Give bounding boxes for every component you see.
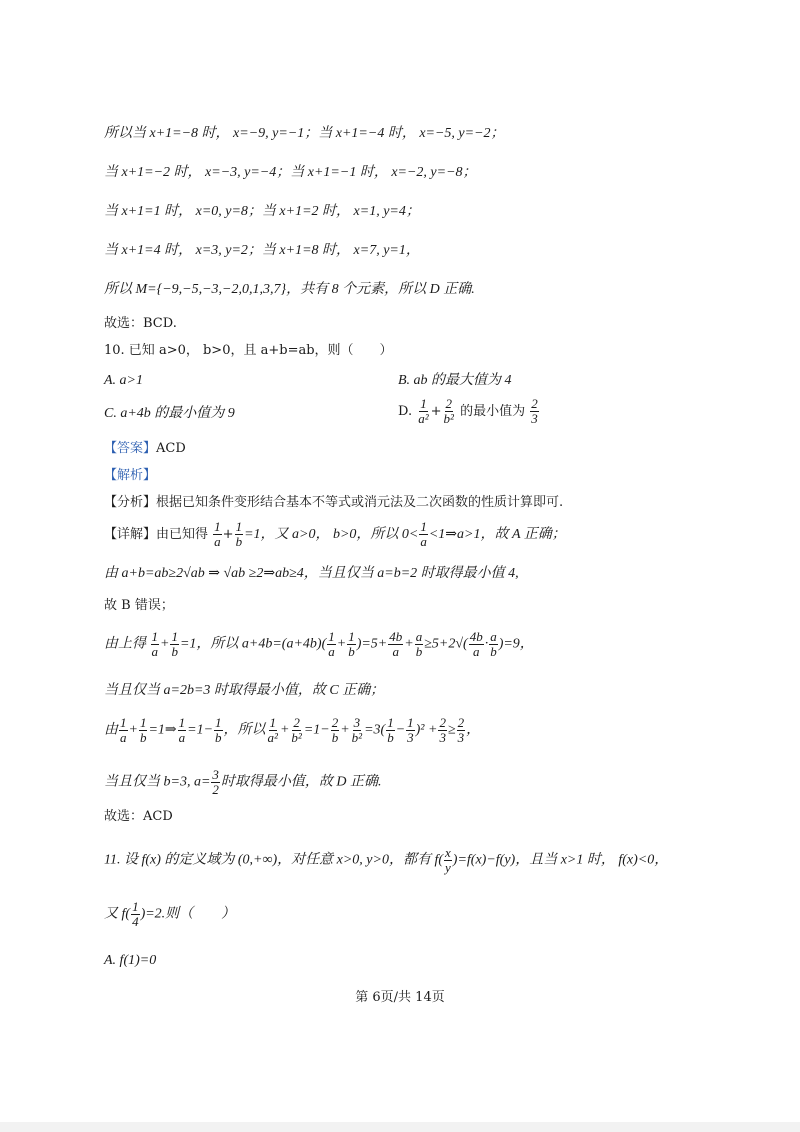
page-edge	[0, 1122, 800, 1132]
option-d: D. $\frac{1}{\text{a²}}$ + $\frac{2}{\text{b²}}$ 的最小值为 $\frac{2}{3}$	[398, 396, 538, 426]
question-11: 11. 设 f(x) 的定义域为 (0,+∞)，对任意 x>0, y>0，都有 f( $\frac{x}{y}$ )=f(x)−f(y)，且当 x>1 时， f(x)<0，	[104, 845, 669, 875]
answer-select-10: 故选：ACD	[104, 809, 173, 824]
solution-line-4: 当 x+1=4 时， x=3, y=2；当 x+1=8 时， x=7, y=1，	[104, 243, 420, 258]
answer-select-9: 故选：BCD.	[104, 316, 177, 331]
analysis-summary: 【分析】根据已知条件变形结合基本不等式或消元法及二次函数的性质计算即可.	[104, 495, 564, 510]
solution-line-2: 当 x+1=−2 时， x=−3, y=−4；当 x+1=−1 时， x=−2, y=−8；	[104, 165, 477, 180]
detail-line-b2: 故 B 错误；	[104, 598, 174, 613]
page-footer: 第 6页/共 14页	[355, 990, 445, 1005]
q11-option-a: A. f(1)=0	[104, 953, 157, 968]
frac-1-a2: $\frac{1}{\text{a²}}$	[418, 396, 429, 426]
option-a: A. a>1	[104, 373, 143, 388]
detail-line-c1: 由上得 $\frac{1}{a}$ + $\frac{1}{b}$ =1，所以 a+4b=(a+4b)( $\frac{1}{a}$ + $\frac{1}{b}$ )=5+ $\frac{4b}{a}$ + $\frac{a}{b}$ ≥5+2√( $\frac{4b}{a}$ · $\frac{a}{b}$ )=9，	[104, 629, 534, 659]
detail-line-c2: 当且仅当 a=2b=3 时取得最小值，故 C 正确；	[104, 683, 385, 698]
question-11-cont: 又 f( $\frac{1}{4}$ )=2.则（ ）	[104, 899, 236, 929]
option-c: C. a+4b 的最小值为 9	[104, 406, 235, 421]
solution-line-5: 所以 M={−9,−5,−3,−2,0,1,3,7}，共有 8 个元素，所以 D 正确.	[104, 282, 475, 297]
frac-2-3: $\frac{2}{3}$	[531, 396, 538, 426]
detail-line-d2: 当且仅当 b=3, a= $\frac{3}{2}$ 时取得最小值，故 D 正确.	[104, 767, 382, 797]
answer-label: 【答案】ACD	[104, 441, 186, 456]
frac-2-b2: $\frac{2}{\text{b²}}$	[443, 396, 454, 426]
detail-line-b1: 由 a+b=ab≥2√ab ⇒ √ab ≥2⇒ab≥4，当且仅当 a=b=2 时取得最小值 4,	[104, 566, 519, 581]
detail-line-d1: 由 $\frac{1}{a}$ + $\frac{1}{b}$ =1⇒ $\frac{1}{a}$ =1− $\frac{1}{b}$ ，所以 $\frac{1}{\text{a²}}$ + $\frac{2}{\text{b²}}$ =1− $\frac{2}{b}$ + $\frac{3}{\text{b²}}$ =3( $\frac{1}{b}$ − $\frac{1}{3}$ )² + $\frac{2}{3}$ ≥ $\frac{2}{3}$ ，	[104, 715, 481, 745]
solution-line-3: 当 x+1=1 时， x=0, y=8；当 x+1=2 时， x=1, y=4；	[104, 204, 420, 219]
analysis-label: 【解析】	[104, 468, 157, 483]
option-b: B. ab 的最大值为 4	[398, 373, 512, 388]
solution-line-1: 所以当 x+1=−8 时， x=−9, y=−1；当 x+1=−4 时， x=−5, y=−2；	[104, 126, 505, 141]
detail-line-a: 【详解】由已知得 $\frac{1}{a}$ + $\frac{1}{b}$ =1，又 a>0， b>0，所以 0< $\frac{1}{a}$ <1⇒a>1，故 A 正确；	[104, 519, 566, 549]
question-10: 10. 已知 a>0， b>0，且 a+b=ab，则（ ）	[104, 343, 393, 358]
